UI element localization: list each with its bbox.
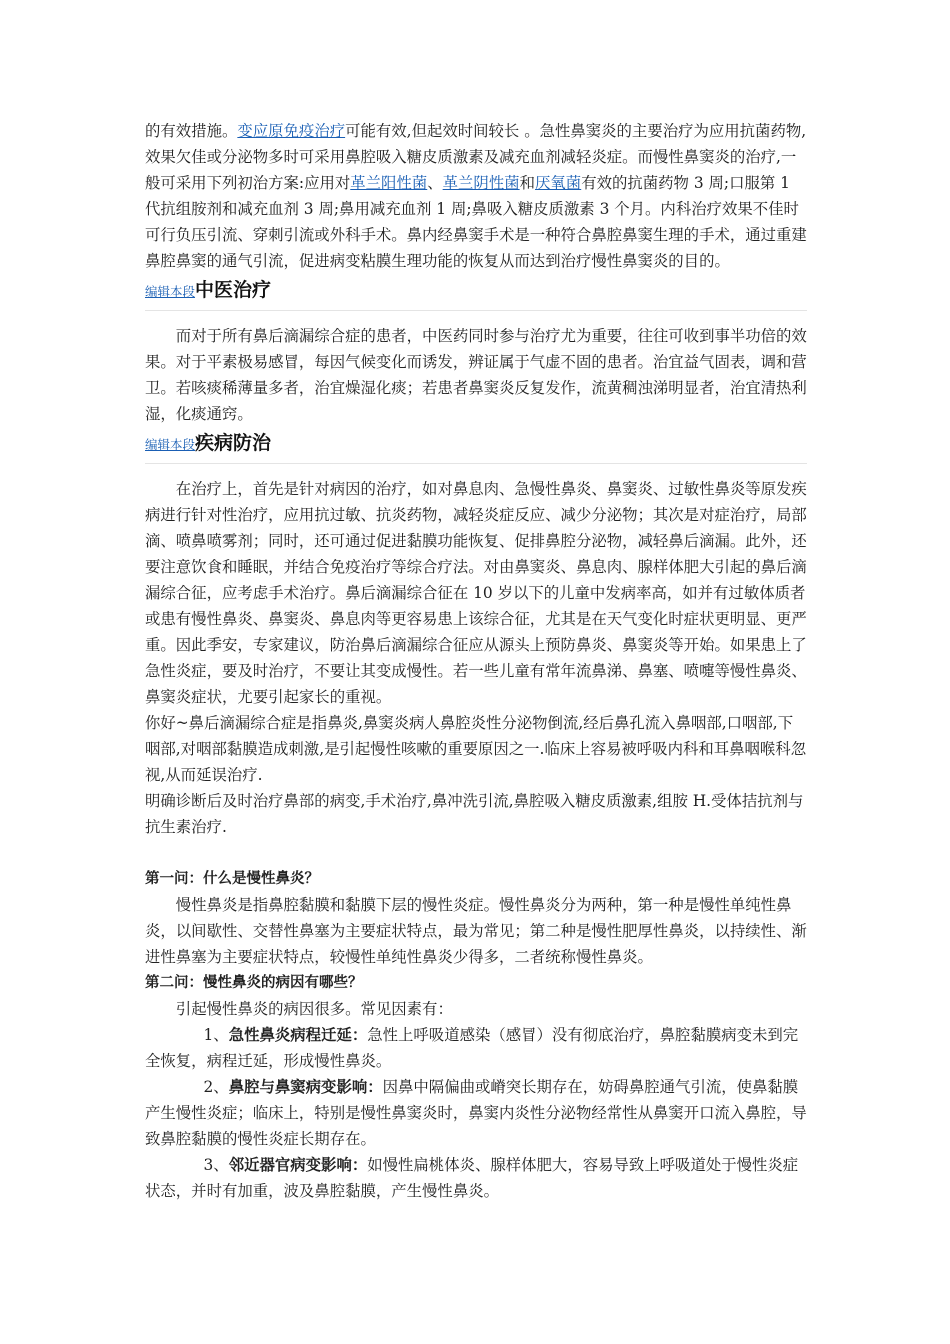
cause-heading: 急性鼻炎病程迁延：: [228, 1026, 368, 1044]
cause-heading: 鼻腔与鼻窦病变影响：: [228, 1078, 383, 1096]
paragraph-diagnosis: 明确诊断后及时治疗鼻部的病变,手术治疗,鼻冲洗引流,鼻腔吸入糖皮质激素,组胺 H.受体拮抗剂与抗生素治疗.: [145, 792, 804, 836]
cause-item: [145, 1074, 807, 1152]
section-title: 疾病防治: [195, 432, 272, 454]
paragraph-prevention: 在治疗上，首先是针对病因的治疗，如对鼻息肉、急慢性鼻炎、鼻窦炎、过敏性鼻炎等原发疾病进行针对性治疗，应用抗过敏、抗炎药物，减轻炎症反应、减少分泌物；其次是对症治疗，局部滴、喷鼻喷雾剂；同时，还可通过促进黏膜功能恢复、促排鼻腔分泌物，减轻鼻后滴漏。此外，还要注意饮食和睡眠，并结合免疫治疗等综合疗法。对由鼻窦炎、鼻息肉、腺样体肥大引起的鼻后滴漏综合征，应考虑手术治疗。鼻后滴漏综合征在 10 岁以下的儿童中发病率高，如并有过敏体质者或患有慢性鼻炎、鼻窦炎、鼻息肉等更容易患上该综合征，尤其是在天气变化时症状更明显、更严重。因此季安，专家建议，防治鼻后滴漏综合征应从源头上预防鼻炎、鼻窦炎等开始。如果患上了急性炎症，要及时治疗，不要让其变成慢性。若一些儿童有常年流鼻涕、鼻塞、喷嚏等慢性鼻炎、鼻窦炎症状，尤要引起家长的重视。: [145, 480, 807, 706]
cause-number: 1、: [203, 1026, 229, 1044]
cause-body: 如慢性扁桃体炎、腺样体肥大，容易导致上呼吸道处于慢性炎症状态，并时有加重，波及鼻腔黏膜，产生慢性鼻炎。: [145, 1156, 799, 1200]
cause-item: [145, 1022, 807, 1074]
link-gram-positive[interactable]: 革兰阳性菌: [350, 174, 428, 192]
paragraph-tcm: 而对于所有鼻后滴漏综合症的患者，中医药同时参与治疗尤为重要，往往可收到事半功倍的效果。对于平素极易感冒，每因气候变化而诱发，辨证属于气虚不固的患者。治宜益气固表，调和营卫。若咳痰稀薄量多者，治宜燥湿化痰；若患者鼻窦炎反复发作，流黄稠浊涕明显者，治宜清热利湿，化痰通窍。: [145, 327, 807, 423]
question-1-body: 慢性鼻炎是指鼻腔黏膜和黏膜下层的慢性炎症。慢性鼻炎分为两种，第一种是慢性单纯性鼻炎，以间歇性、交替性鼻塞为主要症状特点，最为常见；第二种是慢性肥厚性鼻炎，以持续性、渐进性鼻塞为主要症状特点，较慢性单纯性鼻炎少得多，二者统称慢性鼻炎。: [145, 896, 807, 966]
text-span: 可能有效,但起效时间较长 。急性鼻窦炎的主要治疗为应用抗菌药物,效果欠佳或分泌物多时可采用鼻腔吸入糖皮质激素及减充血剂减轻炎症。而慢性鼻窦炎的治疗,一般可采用下列初治方案:应用对: [145, 122, 807, 192]
link-gram-negative[interactable]: 革兰阴性菌: [442, 174, 520, 192]
edit-section-link[interactable]: 编辑本段: [145, 437, 196, 452]
question-1-heading: 第一问：什么是慢性鼻炎？: [145, 871, 319, 887]
question-2-heading: 第二问：慢性鼻炎的病因有哪些？: [145, 975, 363, 991]
text-span: 和: [519, 174, 536, 192]
text-span: 的有效措施。: [145, 122, 238, 140]
text-span: 、: [427, 174, 443, 192]
document-page: [145, 118, 807, 1204]
edit-section-link[interactable]: 编辑本段: [145, 284, 196, 299]
section-header-tcm: [145, 276, 807, 311]
question-2-intro: 引起慢性鼻炎的病因很多。常见因素有：: [175, 1000, 453, 1018]
cause-heading: 邻近器官病变影响：: [228, 1156, 368, 1174]
link-allergen-immunotherapy[interactable]: 变应原免疫治疗: [237, 122, 346, 140]
cause-number: 2、: [203, 1078, 229, 1096]
cause-item: [145, 1152, 807, 1204]
section-header-prevention: [145, 429, 807, 464]
paragraph-western-treatment: [145, 118, 807, 274]
paragraph-answer: 你好~鼻后滴漏综合症是指鼻炎,鼻窦炎病人鼻腔炎性分泌物倒流,经后鼻孔流入鼻咽部,口咽部,下咽部,对咽部黏膜造成刺激,是引起慢性咳嗽的重要原因之一.临床上容易被呼吸内科和耳鼻咽喉科忽视,从而延误治疗.: [145, 714, 807, 784]
section-title: 中医治疗: [195, 279, 272, 301]
spacer: [145, 840, 807, 866]
cause-body: 因鼻中隔偏曲或嵴突长期存在，妨碍鼻腔通气引流，使鼻黏膜产生慢性炎症；临床上，特别是慢性鼻窦炎时，鼻窦内炎性分泌物经常性从鼻窦开口流入鼻腔，导致鼻腔黏膜的慢性炎症长期存在。: [145, 1078, 807, 1148]
cause-body: 急性上呼吸道感染（感冒）没有彻底治疗，鼻腔黏膜病变未到完全恢复，病程迁延，形成慢性鼻炎。: [145, 1026, 799, 1070]
cause-number: 3、: [203, 1156, 229, 1174]
link-anaerobe[interactable]: 厌氧菌: [535, 174, 582, 192]
text-span: 有效的抗菌药物 3 周;口服第 1 代抗组胺剂和减充血剂 3 周;鼻用减充血剂 1 周;鼻吸入糖皮质激素 3 个月。内科治疗效果不佳时可行负压引流、穿刺引流或外科手术。鼻内经鼻窦手术是一种符合鼻腔鼻窦生理的手术，通过重建鼻腔鼻窦的通气引流，促进病变粘膜生理功能的恢复从而达到治疗慢性鼻窦炎的目的。: [145, 174, 807, 270]
